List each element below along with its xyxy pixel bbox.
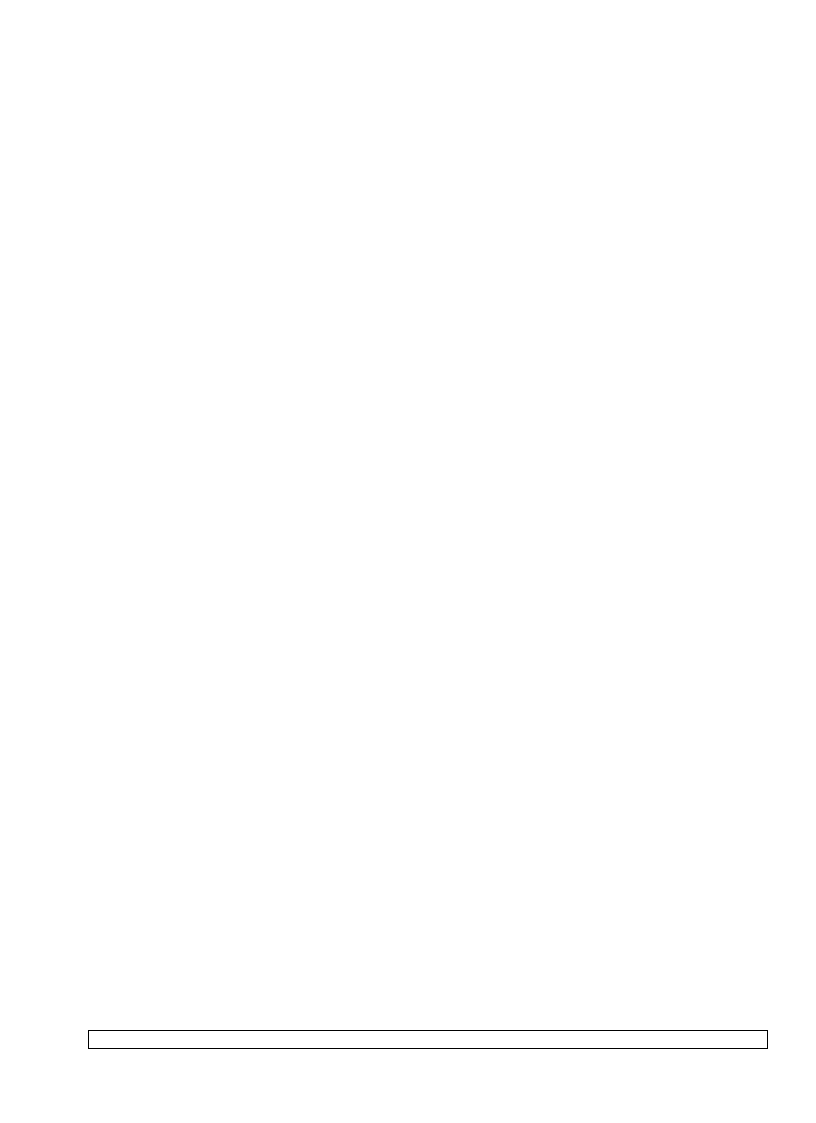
- answer-grid: [88, 1030, 768, 1049]
